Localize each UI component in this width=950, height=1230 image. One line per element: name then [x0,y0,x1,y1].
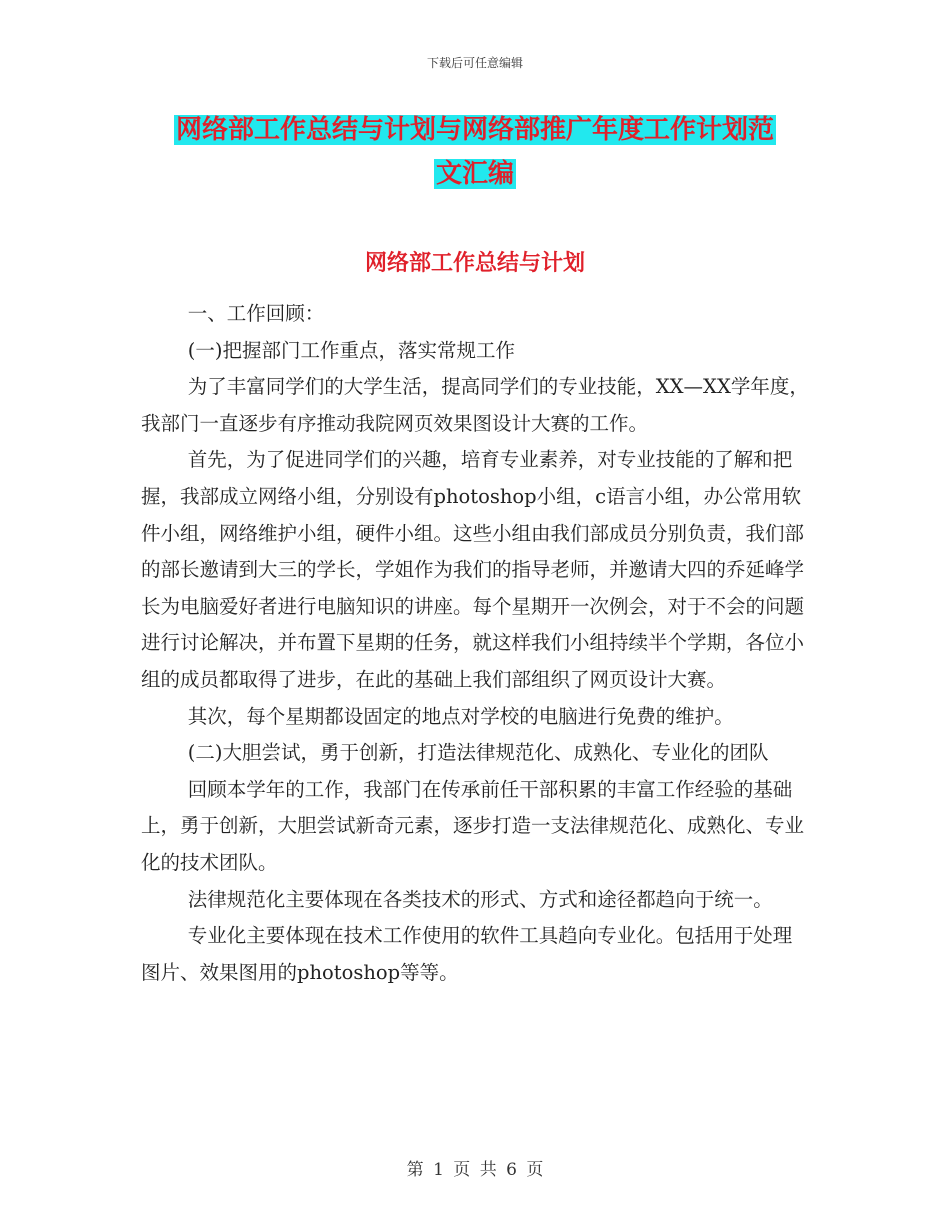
paragraph: 法律规范化主要体现在各类技术的形式、方式和途径都趋向于统一。 [187,887,773,911]
document-title [140,108,810,196]
body-text [141,296,811,991]
paragraph-subheading-1: (一)把握部门工作重点，落实常规工作 [187,338,516,362]
title-line-1: 网络部工作总结与计划与网络部推广年度工作计划范 [175,115,774,145]
header-note: 下载后可任意编辑 [426,56,523,70]
paragraph-heading-review: 一、工作回顾： [187,302,325,325]
paragraph-subheading-2: (二)大胆尝试，勇于创新，打造法律规范化、成熟化、专业化的团队 [187,741,769,765]
title-line-2: 文汇编 [435,159,514,189]
paragraph: 回顾本学年的工作，我部门在传承前任干部积累的丰富工作经验的基础上，勇于创新，大胆尝试新奇元素，逐步打造一支法律规范化、成熟化、专业化的技术团队。 [141,777,805,874]
paragraph: 为了丰富同学们的大学生活，提高同学们的专业技能，XX—XX学年度，我部门一直逐步有序推动我院网页效果图设计大赛的工作。 [141,375,809,435]
paragraph: 专业化主要体现在技术工作使用的软件工具趋向专业化。包括用于处理图片、效果图用的photoshop等等。 [141,924,793,984]
page-footer: 第 1 页 共 6 页 [406,1160,544,1180]
paragraph: 首先，为了促进同学们的兴趣，培育专业素养，对专业技能的了解和把握，我部成立网络小组，分别设有photoshop小组，c语言小组，办公常用软件小组，网络维护小组，硬件小组。这些小组由我们部成员分别负责，我们部的部长邀请到大三的学长，学姐作为我们的指导老师，并邀请大四的乔延峰学长为电脑爱好者进行电脑知识的讲座。每个星期开一次例会，对于不会的问题进行讨论解决，并布置下星期的任务，就这样我们小组持续半个学期，各位小组的成员都取得了进步，在此的基础上我们部组织了网页设计大赛。 [141,448,805,691]
section-title: 网络部工作总结与计划 [364,251,585,276]
paragraph: 其次，每个星期都设固定的地点对学校的电脑进行免费的维护。 [187,704,734,728]
